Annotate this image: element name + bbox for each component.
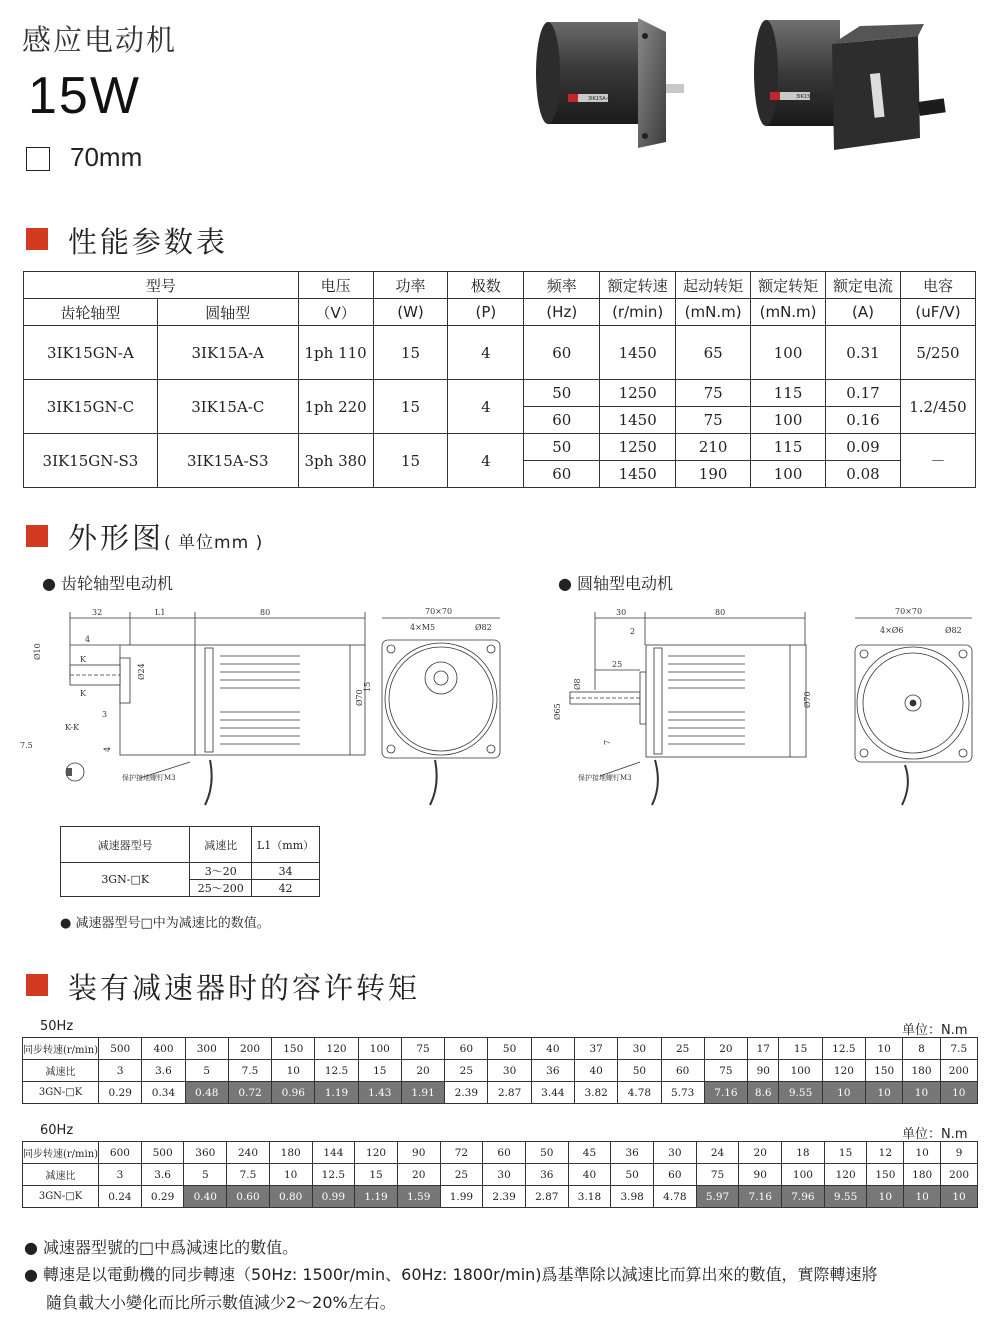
- table-cell: 30: [483, 1164, 526, 1186]
- table-cell: 400: [142, 1038, 185, 1060]
- table-row: [23, 1164, 978, 1186]
- table-cell: 10: [822, 1082, 865, 1104]
- reducer-table: 减速器型号 减速比 L1（mm） 3GN-□K 3～20 34 25～200 42: [60, 826, 320, 897]
- svg-text:4×M5: 4×M5: [410, 623, 436, 632]
- table-cell: 30: [488, 1060, 531, 1082]
- table-cell: 1.43: [358, 1082, 401, 1104]
- svg-text:Ø70: Ø70: [355, 689, 364, 706]
- svg-text:保护接地螺钉M3: 保护接地螺钉M3: [578, 774, 632, 782]
- table-cell: 75: [704, 1060, 747, 1082]
- unit-cell: (r/min): [600, 299, 676, 326]
- table-cell: 500: [141, 1142, 184, 1164]
- table-cell: 17: [748, 1038, 779, 1060]
- col-header: 功率: [373, 272, 448, 299]
- photo-label-2: 3IK15GN-C: [796, 94, 824, 100]
- row-header: 减速比: [23, 1164, 99, 1186]
- unit-cell: (uF/V): [900, 299, 975, 326]
- unit-cell: (P): [448, 299, 524, 326]
- svg-text:80: 80: [260, 608, 271, 617]
- table-cell: 120: [824, 1164, 867, 1186]
- col-header: 频率: [524, 272, 600, 299]
- round-motor-outline-drawing: [540, 600, 990, 810]
- unit-cell: （V）: [298, 299, 373, 326]
- table-row: 25～200 42: [61, 880, 320, 897]
- table-cell: 12.5: [822, 1038, 865, 1060]
- table-cell: 180: [904, 1164, 941, 1186]
- table-cell: 0.96: [272, 1082, 315, 1104]
- table-cell: 0.29: [141, 1186, 184, 1208]
- table-cell: 200: [941, 1164, 978, 1186]
- table-cell: 1.59: [397, 1186, 440, 1208]
- table-cell: 3.44: [531, 1082, 574, 1104]
- table-cell: 0.29: [99, 1082, 142, 1104]
- table-cell: 40: [575, 1060, 618, 1082]
- row-header: 3GN-□K: [23, 1082, 99, 1104]
- col-header: 额定电流: [826, 272, 901, 299]
- table-cell: 75: [401, 1038, 444, 1060]
- table-cell: 10: [272, 1060, 315, 1082]
- table-cell: 0.24: [99, 1186, 142, 1208]
- table-cell: 3.18: [568, 1186, 611, 1208]
- round-header: 圆轴型: [157, 299, 298, 326]
- col-header: 额定转矩: [751, 272, 826, 299]
- product-category-title: 感应电动机: [22, 23, 178, 57]
- footnote-2: ● 轉速是以電動機的同步轉速（50Hz: 1500r/min、60Hz: 1800r/min)爲基準除以減速比而算出來的數值，實際轉速將: [24, 1265, 878, 1284]
- torque-table-60hz: [22, 1141, 978, 1208]
- svg-text:Ø24: Ø24: [137, 663, 146, 680]
- col-header: 极数: [448, 272, 524, 299]
- svg-text:25: 25: [612, 660, 623, 669]
- table-cell: 200: [940, 1060, 977, 1082]
- svg-text:70×70: 70×70: [895, 607, 923, 616]
- spec-section-title: 性能参数表: [68, 225, 229, 259]
- table-cell: 5.73: [661, 1082, 704, 1104]
- svg-text:15: 15: [363, 681, 372, 692]
- unit-cell: (mN.m): [676, 299, 751, 326]
- freq-60-label: 60Hz: [40, 1123, 74, 1138]
- col-header: 起动转矩: [676, 272, 751, 299]
- table-cell: 7.16: [739, 1186, 782, 1208]
- table-cell: 144: [312, 1142, 355, 1164]
- svg-text:Ø65: Ø65: [553, 703, 562, 720]
- row-header: 同步转速(r/min): [23, 1142, 99, 1164]
- table-cell: 0.48: [185, 1082, 228, 1104]
- table-cell: 10: [903, 1082, 940, 1104]
- unit-60-label: 单位：N.m: [902, 1127, 968, 1142]
- table-cell: 10: [904, 1142, 941, 1164]
- table-cell: 7.96: [782, 1186, 825, 1208]
- table-cell: 1.19: [355, 1186, 398, 1208]
- table-cell: 200: [228, 1038, 271, 1060]
- table-cell: 50: [525, 1142, 568, 1164]
- table-cell: 100: [779, 1060, 822, 1082]
- table-cell: 7.5: [227, 1164, 270, 1186]
- table-cell: 0.40: [184, 1186, 227, 1208]
- table-row: 3IK15GN-A 3IK15A-A 1ph 110 15 4 60 1450 65 100 0.31 5/250: [24, 326, 976, 380]
- table-cell: 25: [661, 1038, 704, 1060]
- table-cell: 0.60: [227, 1186, 270, 1208]
- svg-text:L1: L1: [155, 608, 166, 617]
- table-cell: 5: [184, 1164, 227, 1186]
- round-motor-label: ● 圆轴型电动机: [558, 574, 674, 593]
- table-row: [23, 1142, 978, 1164]
- torque-section-title: 装有减速器时的容许转矩: [68, 971, 421, 1005]
- table-cell: 18: [782, 1142, 825, 1164]
- table-cell: 90: [397, 1142, 440, 1164]
- table-cell: 15: [824, 1142, 867, 1164]
- table-cell: 50: [611, 1164, 654, 1186]
- table-cell: 3.6: [141, 1164, 184, 1186]
- unit-cell: (W): [373, 299, 448, 326]
- table-cell: 60: [445, 1038, 488, 1060]
- svg-text:3: 3: [102, 710, 108, 719]
- table-cell: 24: [696, 1142, 739, 1164]
- table-cell: 60: [483, 1142, 526, 1164]
- row-header: 同步转速(r/min): [23, 1038, 99, 1060]
- svg-text:70×70: 70×70: [425, 607, 453, 616]
- table-cell: 90: [748, 1060, 779, 1082]
- table-cell: 15: [355, 1164, 398, 1186]
- table-cell: 10: [904, 1186, 941, 1208]
- table-row: 60 1450 75 100 0.16: [24, 407, 976, 434]
- svg-text:K: K: [80, 689, 86, 698]
- table-cell: 8: [903, 1038, 940, 1060]
- footnote-1: ● 减速器型號的□中爲減速比的數值。: [24, 1238, 299, 1257]
- svg-text:Ø82: Ø82: [475, 623, 492, 632]
- table-cell: 8.6: [748, 1082, 779, 1104]
- table-cell: 1.99: [440, 1186, 483, 1208]
- footnote-3: 隨負載大小變化而比所示數值減少2～20%左右。: [46, 1293, 396, 1312]
- table-cell: 0.72: [228, 1082, 271, 1104]
- reducer-note: ● 减速器型号□中为减速比的数值。: [60, 916, 270, 931]
- col-header: 电压: [298, 272, 373, 299]
- table-cell: 37: [575, 1038, 618, 1060]
- table-cell: 3.6: [142, 1060, 185, 1082]
- table-cell: 5: [185, 1060, 228, 1082]
- col-header: 电容: [900, 272, 975, 299]
- table-cell: 20: [401, 1060, 444, 1082]
- table-cell: 15: [358, 1060, 401, 1082]
- row-header: 减速比: [23, 1060, 99, 1082]
- table-cell: 4.78: [618, 1082, 661, 1104]
- svg-text:Ø8: Ø8: [573, 678, 582, 690]
- svg-text:80: 80: [715, 608, 726, 617]
- table-cell: 10: [940, 1082, 977, 1104]
- table-row: 3IK15GN-S3 3IK15A-S3 3ph 380 15 4 50 1250 210 115 0.09 －: [24, 434, 976, 461]
- frame-size: 70mm: [70, 142, 143, 172]
- table-cell: 36: [525, 1164, 568, 1186]
- spec-table: [23, 271, 976, 488]
- table-cell: 3.98: [611, 1186, 654, 1208]
- table-cell: 75: [696, 1164, 739, 1186]
- outline-section-title: 外形图( 单位mm ): [68, 521, 264, 555]
- table-cell: 100: [782, 1164, 825, 1186]
- gear-motor-outline-drawing: [10, 600, 530, 810]
- table-cell: 10: [865, 1038, 902, 1060]
- table-cell: 50: [488, 1038, 531, 1060]
- svg-text:7: 7: [603, 739, 612, 745]
- table-cell: 120: [822, 1060, 865, 1082]
- gear-motor-label: ● 齿轮轴型电动机: [42, 574, 174, 593]
- svg-text:4×Ø6: 4×Ø6: [880, 626, 904, 635]
- unit-50-label: 单位：N.m: [902, 1023, 968, 1038]
- table-cell: 2.87: [488, 1082, 531, 1104]
- svg-text:4: 4: [103, 746, 112, 752]
- svg-text:2: 2: [630, 627, 636, 636]
- section-marker-icon: [26, 974, 48, 996]
- table-cell: 9: [941, 1142, 978, 1164]
- table-cell: 36: [611, 1142, 654, 1164]
- table-cell: 0.80: [269, 1186, 312, 1208]
- table-cell: 2.39: [445, 1082, 488, 1104]
- table-cell: 3.82: [575, 1082, 618, 1104]
- table-row: 3GN-□K 3～20 34: [61, 863, 320, 880]
- round-shaft-motor-photo: [528, 14, 688, 152]
- table-cell: 180: [269, 1142, 312, 1164]
- svg-text:32: 32: [92, 608, 103, 617]
- table-cell: 2.87: [525, 1186, 568, 1208]
- table-cell: 25: [440, 1164, 483, 1186]
- table-cell: 600: [99, 1142, 142, 1164]
- col-header: 额定转速: [600, 272, 676, 299]
- unit-cell: (A): [826, 299, 901, 326]
- unit-cell: (mN.m): [751, 299, 826, 326]
- table-cell: 500: [99, 1038, 142, 1060]
- table-cell: 40: [531, 1038, 574, 1060]
- unit-cell: (Hz): [524, 299, 600, 326]
- table-cell: 45: [568, 1142, 611, 1164]
- table-cell: 9.55: [824, 1186, 867, 1208]
- table-cell: 9.55: [779, 1082, 822, 1104]
- table-cell: 240: [227, 1142, 270, 1164]
- table-cell: 20: [397, 1164, 440, 1186]
- table-cell: 90: [739, 1164, 782, 1186]
- table-cell: 150: [272, 1038, 315, 1060]
- square-frame-icon: [26, 147, 50, 171]
- section-marker-icon: [26, 525, 48, 547]
- table-cell: 30: [618, 1038, 661, 1060]
- table-cell: 25: [445, 1060, 488, 1082]
- gear-header: 齿轮轴型: [24, 299, 158, 326]
- table-cell: 10: [867, 1186, 904, 1208]
- table-cell: 2.39: [483, 1186, 526, 1208]
- table-cell: 360: [184, 1142, 227, 1164]
- table-cell: 120: [315, 1038, 358, 1060]
- freq-50-label: 50Hz: [40, 1019, 74, 1034]
- table-cell: 180: [903, 1060, 940, 1082]
- table-cell: 5.97: [696, 1186, 739, 1208]
- svg-text:Ø10: Ø10: [33, 643, 42, 660]
- table-row: [23, 1186, 978, 1208]
- table-cell: 0.34: [142, 1082, 185, 1104]
- table-cell: 300: [185, 1038, 228, 1060]
- table-cell: 10: [865, 1082, 902, 1104]
- svg-text:Ø70: Ø70: [803, 691, 812, 708]
- table-cell: 1.91: [401, 1082, 444, 1104]
- table-row: [23, 1038, 978, 1060]
- torque-table-50hz: [22, 1037, 978, 1104]
- table-cell: 7.16: [704, 1082, 747, 1104]
- table-cell: 4.78: [654, 1186, 697, 1208]
- svg-text:4: 4: [85, 635, 91, 644]
- table-cell: 60: [654, 1164, 697, 1186]
- table-cell: 3: [99, 1164, 142, 1186]
- svg-text:Ø82: Ø82: [945, 626, 962, 635]
- gear-motor-photo: [748, 14, 948, 154]
- table-row: [23, 1060, 978, 1082]
- table-cell: 12.5: [312, 1164, 355, 1186]
- table-row: 3IK15GN-C 3IK15A-C 1ph 220 15 4 50 1250 75 115 0.17 1.2/450: [24, 380, 976, 407]
- table-cell: 7.5: [940, 1038, 977, 1060]
- table-cell: 7.5: [228, 1060, 271, 1082]
- table-cell: 10: [269, 1164, 312, 1186]
- table-cell: 36: [531, 1060, 574, 1082]
- svg-text:K-K: K-K: [65, 723, 80, 732]
- svg-text:30: 30: [616, 608, 627, 617]
- table-cell: 40: [568, 1164, 611, 1186]
- table-cell: 150: [865, 1060, 902, 1082]
- table-cell: 10: [941, 1186, 978, 1208]
- table-cell: 150: [867, 1164, 904, 1186]
- svg-text:7.5: 7.5: [20, 741, 33, 750]
- svg-text:保护接地螺钉M3: 保护接地螺钉M3: [122, 774, 176, 782]
- table-cell: 0.99: [312, 1186, 355, 1208]
- section-marker-icon: [26, 228, 48, 250]
- table-cell: 120: [355, 1142, 398, 1164]
- table-cell: 20: [739, 1142, 782, 1164]
- table-cell: 60: [661, 1060, 704, 1082]
- table-cell: 15: [779, 1038, 822, 1060]
- table-cell: 72: [440, 1142, 483, 1164]
- row-header: 3GN-□K: [23, 1186, 99, 1208]
- table-cell: 12.5: [315, 1060, 358, 1082]
- power-rating: 15W: [28, 67, 141, 125]
- table-cell: 1.19: [315, 1082, 358, 1104]
- table-cell: 100: [358, 1038, 401, 1060]
- svg-text:K: K: [80, 655, 86, 664]
- outline-unit: ( 单位mm ): [164, 533, 264, 553]
- table-row: 60 1450 190 100 0.08: [24, 461, 976, 488]
- table-cell: 12: [867, 1142, 904, 1164]
- model-header: 型号: [24, 272, 299, 299]
- table-row: [23, 1082, 978, 1104]
- table-cell: 50: [618, 1060, 661, 1082]
- table-cell: 20: [704, 1038, 747, 1060]
- table-cell: 3: [99, 1060, 142, 1082]
- table-cell: 30: [654, 1142, 697, 1164]
- photo-label-1: 3IK15A-C: [588, 96, 611, 102]
